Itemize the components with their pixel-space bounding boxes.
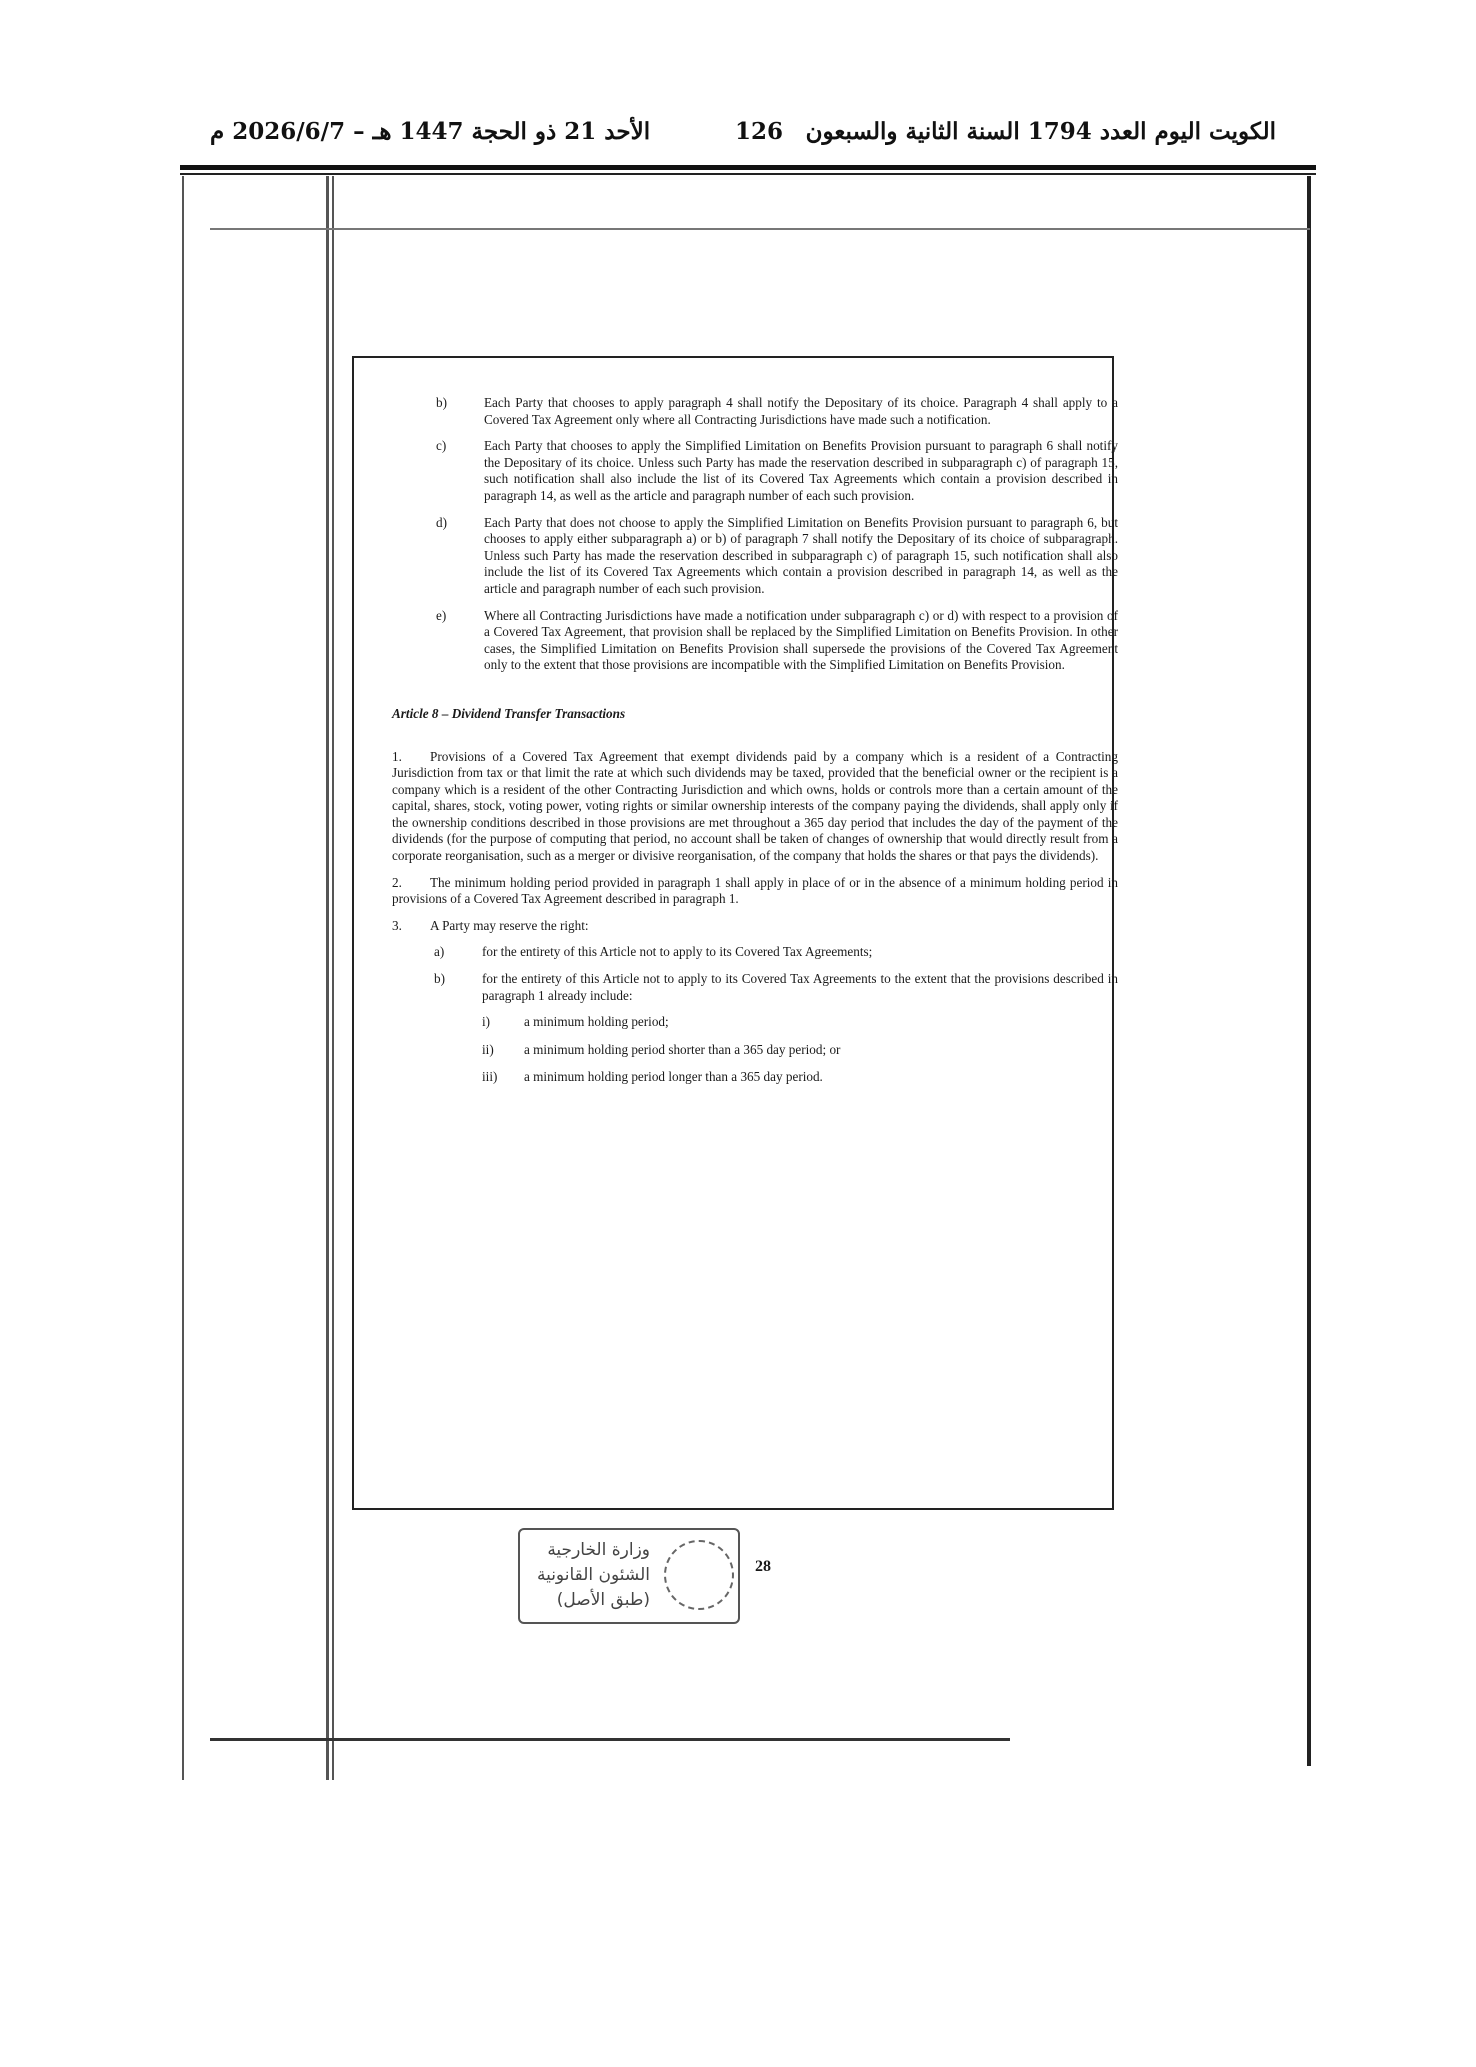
paragraph-3 xyxy=(392,918,1118,935)
gazette-header xyxy=(0,118,1476,158)
scan-top-line xyxy=(210,228,1310,230)
item-text: Each Party that chooses to apply the Simplified Limitation on Benefits Provision pursuant to paragraph 6 shall notify the Depositary of its choice. Unless such Party has made the reservation described in subparagraph c) of paragraph 15, such notification shall also include the list of its Covered Tax Agreements which contain a provision described in paragraph 14, as well as the article and paragraph number of each such provision. xyxy=(484,438,1118,503)
paragraph-number: 3. xyxy=(392,917,402,933)
sub-sub-item-label: iii) xyxy=(482,1069,498,1085)
scan-right-line xyxy=(1307,176,1311,1766)
stamp-line-1: وزارة الخارجية xyxy=(547,1540,650,1560)
list-item xyxy=(392,438,1118,504)
seal-icon xyxy=(664,1540,734,1610)
header-rule-thick xyxy=(180,165,1316,170)
header-page-number: 126 xyxy=(735,118,784,145)
item-label: d) xyxy=(436,514,447,530)
scan-left-line xyxy=(182,176,184,1780)
sub-sub-item xyxy=(482,1042,1118,1059)
paragraph-number: 1. xyxy=(392,748,402,764)
item-text: Each Party that does not choose to apply the Simplified Limitation on Benefits Provision pursuant to paragraph 6, but chooses to apply either subparagraph a) or b) of paragraph 7 shall notify the Depositary of its choice of subparagraph. Unless such Party has made the reservation described in subparagraph c) of paragraph 15, such notification shall also include the list of its Covered Tax Agreements which contain a provision described in paragraph 14, as well as the article and paragraph number of each such provision. xyxy=(484,514,1118,596)
sub-item-label: a) xyxy=(434,944,445,960)
paragraph-2 xyxy=(392,875,1118,908)
list-item xyxy=(392,608,1118,674)
document-page-number: 28 xyxy=(755,1558,771,1575)
sub-item xyxy=(434,971,1118,1004)
header-rule-thin xyxy=(180,173,1316,175)
sub-sub-item-text: a minimum holding period longer than a 365 day period. xyxy=(524,1069,823,1085)
header-issue: الكويت اليوم العدد 1794 السنة الثانية والسبعون xyxy=(805,118,1276,145)
item-label: c) xyxy=(436,438,447,454)
sub-sub-item xyxy=(482,1069,1118,1086)
sub-sub-item-label: i) xyxy=(482,1014,491,1030)
sub-item xyxy=(434,944,1118,961)
sub-sub-item-text: a minimum holding period; xyxy=(524,1014,669,1030)
sub-sub-item xyxy=(482,1014,1118,1031)
scan-left-line-3 xyxy=(332,176,334,1780)
item-label: e) xyxy=(436,607,447,623)
paragraph-number: 2. xyxy=(392,874,402,890)
list-item xyxy=(392,515,1118,598)
paragraph-text: A Party may reserve the right: xyxy=(430,917,589,933)
stamp-text xyxy=(530,1538,650,1613)
scan-left-line-2 xyxy=(326,176,329,1780)
stamp-line-3: (طبق الأصل) xyxy=(556,1590,650,1610)
item-text: Each Party that chooses to apply paragraph 4 shall notify the Depositary of its choice. Paragraph 4 shall apply to a Covered Tax Agreement only where all Contracting Jurisdictions have made such a notification. xyxy=(484,395,1118,427)
document-content xyxy=(392,395,1118,1097)
scan-bottom-line xyxy=(210,1738,1010,1741)
article-heading: Article 8 – Dividend Transfer Transactions xyxy=(392,705,626,721)
item-text: Where all Contracting Jurisdictions have made a notification under subparagraph c) or d) with respect to a provision of a Covered Tax Agreement, that provision shall be replaced by the Simplified Limitation on Benefits Provision. In other cases, the Simplified Limitation on Benefits Provision shall supersede the provisions of the Covered Tax Agreement only to the extent that those provisions are incompatible with the Simplified Limitation on Benefits Provision. xyxy=(484,607,1118,673)
sub-item-text: for the entirety of this Article not to apply to its Covered Tax Agreements; xyxy=(482,944,873,960)
stamp-line-2: الشئون القانونية xyxy=(536,1565,650,1585)
sub-sub-item-text: a minimum holding period shorter than a 365 day period; or xyxy=(524,1041,841,1057)
certification-stamp xyxy=(518,1528,740,1624)
item-label: b) xyxy=(436,395,447,410)
paragraph-text: Provisions of a Covered Tax Agreement that exempt dividends paid by a company which is a resident of a Contracting Jurisdiction from tax or that limit the rate at which such dividends may be taxed, provided that the beneficial owner or the recipient is a company which is a resident of the other Contracting Jurisdiction and which owns, holds or controls more than a certain amount of the capital, shares, stock, voting power, voting rights or similar ownership interests of the company paying the dividends, shall apply only if the ownership conditions described in those provisions are met throughout a 365 day period that includes the day of the payment of the dividends (for the purpose of computing that period, no account shall be taken of changes of ownership that would directly result from a corporate reorganisation, such as a merger or divisive reorganisation, of the company that holds the shares or that pays the dividends). xyxy=(392,748,1118,864)
sub-item-text: for the entirety of this Article not to apply to its Covered Tax Agreements to the extent that the provisions described in paragraph 1 already include: xyxy=(482,971,1118,1003)
list-item xyxy=(392,395,1118,428)
sub-item-label: b) xyxy=(434,971,445,987)
header-date: الأحد 21 ذو الحجة 1447 هـ – 2026/6/7 م xyxy=(210,118,651,145)
paragraph-1 xyxy=(392,749,1118,865)
paragraph-text: The minimum holding period provided in paragraph 1 shall apply in place of or in the absence of a minimum holding period in provisions of a Covered Tax Agreement described in paragraph 1. xyxy=(392,874,1118,907)
sub-sub-item-label: ii) xyxy=(482,1041,494,1057)
